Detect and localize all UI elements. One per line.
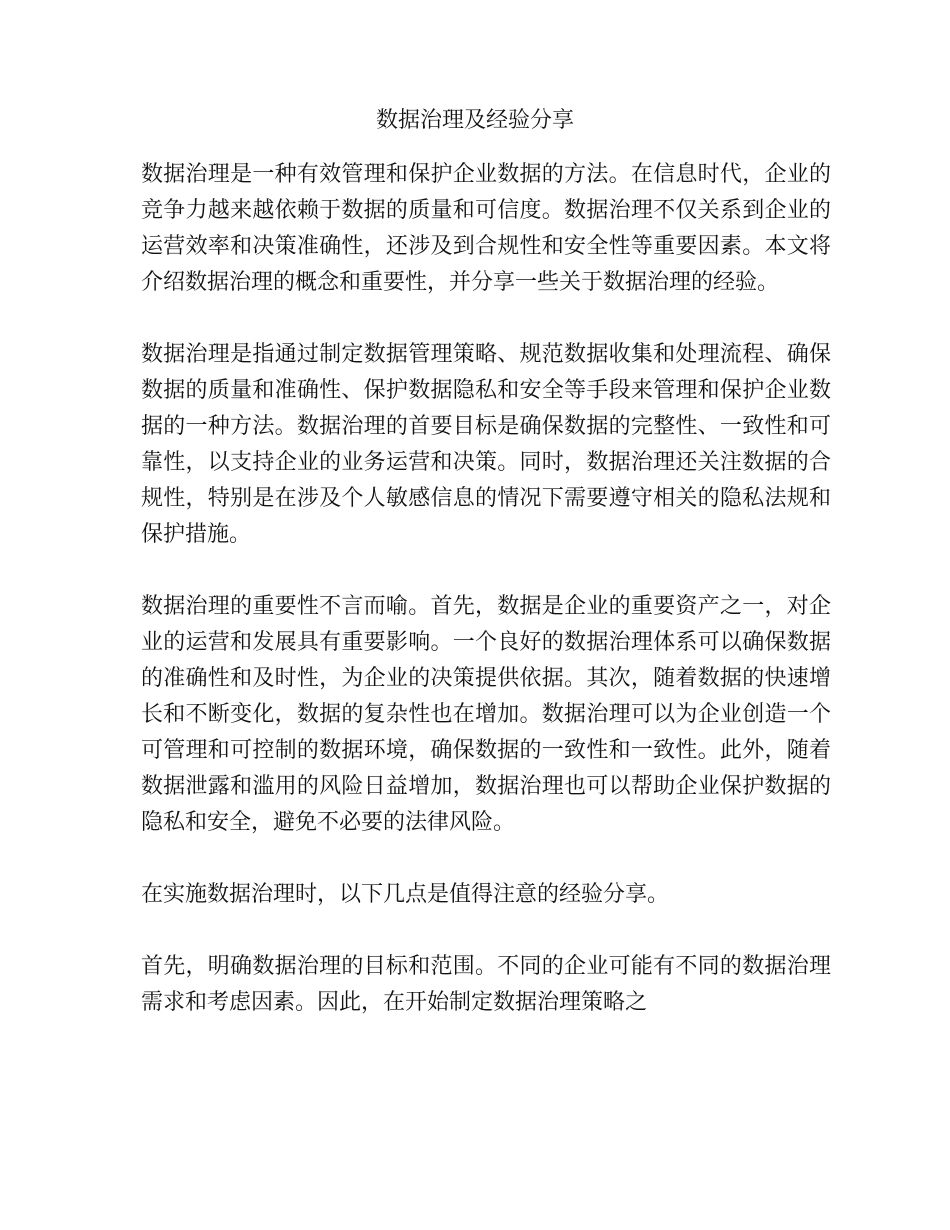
- paragraph-intro: 数据治理是一种有效管理和保护企业数据的方法。在信息时代，企业的竞争力越来越依赖于数据的质量和可信度。数据治理不仅关系到企业的运营效率和决策准确性，还涉及到合规性和安全性等重要因素。本文将介绍数据治理的概念和重要性，并分享一些关于数据治理的经验。: [141, 162, 831, 295]
- paragraph-experience-first: 首先，明确数据治理的目标和范围。不同的企业可能有不同的数据治理需求和考虑因素。因此，在开始制定数据治理策略之: [141, 954, 831, 1015]
- paragraph-experience-intro: 在实施数据治理时，以下几点是值得注意的经验分享。: [141, 882, 670, 907]
- paragraph-definition: 数据治理是指通过制定数据管理策略、规范数据收集和处理流程、确保数据的质量和准确性、保护数据隐私和安全等手段来管理和保护企业数据的一种方法。数据治理的首要目标是确保数据的完整性、一致性和可靠性，以支持企业的业务运营和决策。同时，数据治理还关注数据的合规性，特别是在涉及个人敏感信息的情况下需要遵守相关的隐私法规和保护措施。: [141, 342, 831, 547]
- document-title: 数据治理及经验分享: [375, 108, 574, 133]
- paragraph-importance: 数据治理的重要性不言而喻。首先，数据是企业的重要资产之一，对企业的运营和发展具有重要影响。一个良好的数据治理体系可以确保数据的准确性和及时性，为企业的决策提供依据。其次，随着数据的快速增长和不断变化，数据的复杂性也在增加。数据治理可以为企业创造一个可管理和可控制的数据环境，确保数据的一致性和一致性。此外，随着数据泄露和滥用的风险日益增加，数据治理也可以帮助企业保护数据的隐私和安全，避免不必要的法律风险。: [141, 594, 831, 835]
- document-body: [141, 157, 831, 1021]
